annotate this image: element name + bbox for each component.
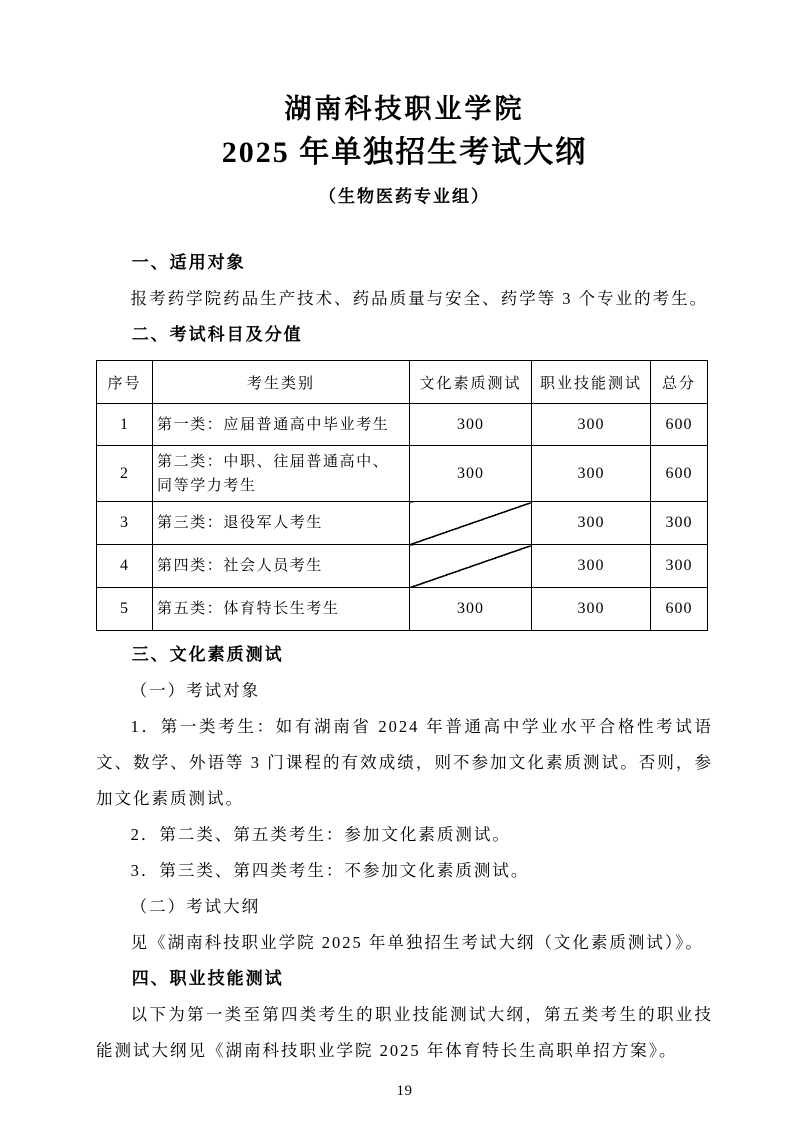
section-3-paragraph-4: 见《湖南科技职业学院 2025 年单独招生考试大纲（文化素质测试）》。 xyxy=(130,933,704,952)
section-2-heading: 二、考试科目及分值 xyxy=(131,325,303,344)
cell-category: 第五类：体育特长生考生 xyxy=(153,588,410,631)
cell-seq: 1 xyxy=(97,404,153,446)
cell-culture-score-not-applicable xyxy=(410,545,532,588)
section-3-heading: 三、文化素质测试 xyxy=(131,645,284,664)
col-header-total: 总分 xyxy=(651,361,708,404)
cell-category: 第四类：社会人员考生 xyxy=(153,545,410,588)
table-row xyxy=(97,502,708,545)
cell-skill-score: 300 xyxy=(532,588,651,631)
section-3-subheading-1: （一）考试对象 xyxy=(130,681,261,700)
cell-total-score: 600 xyxy=(651,404,708,446)
section-3-paragraph-2: 2．第二类、第五类考生：参加文化素质测试。 xyxy=(130,825,511,844)
cell-culture-score: 300 xyxy=(410,588,532,631)
page-number: 19 xyxy=(396,1083,413,1099)
section-3-paragraph-1: 1．第一类考生：如有湖南省 2024 年普通高中学业水平合格性考试语文、数学、外语等 3 门课程的有效成绩，则不参加文化素质测试。否则，参加文化素质测试。 xyxy=(96,717,713,808)
section-1-heading: 一、适用对象 xyxy=(131,253,246,272)
cell-culture-score: 300 xyxy=(410,404,532,446)
col-header-culture-test: 文化素质测试 xyxy=(410,361,532,404)
score-table xyxy=(96,360,708,631)
cell-skill-score: 300 xyxy=(532,545,651,588)
doc-title-line1: 湖南科技职业学院 xyxy=(284,94,525,124)
doc-title-line2: 2025 年单独招生考试大纲 xyxy=(221,136,588,169)
cell-seq: 3 xyxy=(97,502,153,545)
table-row xyxy=(97,545,708,588)
cell-seq: 2 xyxy=(97,446,153,502)
cell-total-score: 300 xyxy=(651,545,708,588)
section-1-body: 报考药学院药品生产技术、药品质量与安全、药学等 3 个专业的考生。 xyxy=(130,289,709,308)
col-header-category: 考生类别 xyxy=(153,361,410,404)
table-header-row xyxy=(97,361,708,404)
section-4-heading: 四、职业技能测试 xyxy=(131,969,284,988)
cell-category: 第三类：退役军人考生 xyxy=(153,502,410,545)
cell-skill-score: 300 xyxy=(532,446,651,502)
cell-total-score: 300 xyxy=(651,502,708,545)
cell-culture-score-not-applicable xyxy=(410,502,532,545)
col-header-skill-test: 职业技能测试 xyxy=(532,361,651,404)
doc-subtitle: （生物医药专业组） xyxy=(319,187,490,206)
cell-total-score: 600 xyxy=(651,446,708,502)
col-header-seq: 序号 xyxy=(97,361,153,404)
cell-skill-score: 300 xyxy=(532,502,651,545)
cell-seq: 4 xyxy=(97,545,153,588)
table-row xyxy=(97,446,708,502)
section-3-subheading-2: （二）考试大纲 xyxy=(130,897,261,916)
cell-total-score: 600 xyxy=(651,588,708,631)
table-row xyxy=(97,404,708,446)
cell-category: 第一类：应届普通高中毕业考生 xyxy=(153,404,410,446)
section-3-paragraph-3: 3．第三类、第四类考生：不参加文化素质测试。 xyxy=(130,861,530,880)
section-4-body: 以下为第一类至第四类考生的职业技能测试大纲，第五类考生的职业技能测试大纲见《湖南科技职业学院 2025 年体育特长生高职单招方案》。 xyxy=(96,1005,713,1060)
cell-culture-score: 300 xyxy=(410,446,532,502)
table-row xyxy=(97,588,708,631)
cell-seq: 5 xyxy=(97,588,153,631)
cell-skill-score: 300 xyxy=(532,404,651,446)
cell-category: 第二类：中职、往届普通高中、同等学力考生 xyxy=(153,446,410,502)
